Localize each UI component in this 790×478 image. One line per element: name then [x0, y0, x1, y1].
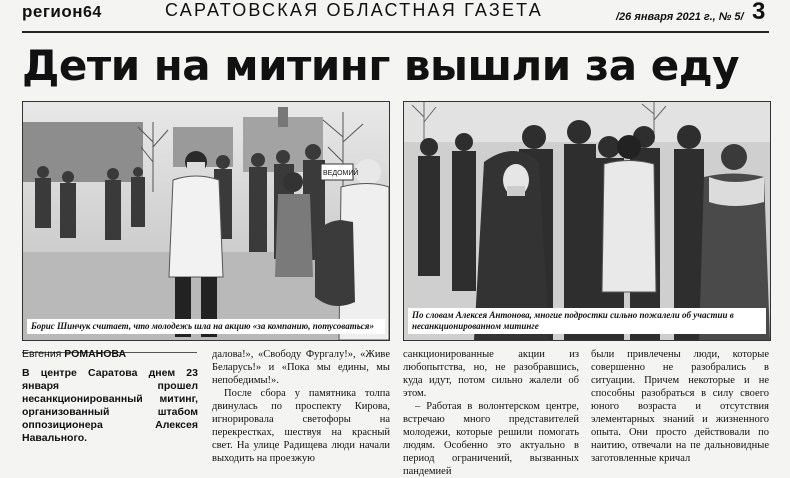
photo-left-image	[23, 102, 389, 340]
photo-right-image	[404, 102, 770, 340]
article-text: санкционированные акции из любопытства, но, не разобравшись, куда идут, потом сильно жалели об этом.	[403, 349, 579, 399]
article-text: – Работая в волонтерском центре, встречаю много представителей молодежи, которые решили помогать людям. Особенно это актуально в период ограничений, вызванных пандемией	[403, 401, 579, 477]
masthead-rule	[22, 31, 769, 33]
article-column-1	[22, 348, 198, 445]
protest-sign-text: ВЕДОМИЙ	[323, 170, 359, 177]
masthead	[0, 0, 790, 34]
article-text: После сбора у памятника толпа двинулась по проспекту Кирова, игнорировала светофоры на перекрестках, шествуя на красный свет. На улице Радищева люди начали выходить на проезжую	[212, 388, 390, 464]
photo-right-caption: По словам Алексея Антонова, многие подростки сильно пожалели об участии в несанкционированном митинге	[408, 308, 766, 334]
article-text: далова!», «Свободу Фургалу!», «Живе Беларусь!» и «Пока мы едины, мы непобедимы!».	[212, 349, 390, 386]
photo-left-caption: Борис Шинчук считает, что молодежь шла на акцию «за компанию, потусоваться»	[27, 319, 385, 334]
page-number: 3	[752, 0, 766, 25]
issue-date: /26 января 2021 г., № 5/	[616, 11, 744, 23]
byline	[22, 348, 198, 361]
brand-logo	[22, 2, 102, 22]
photo-right	[403, 101, 771, 341]
headline: Дети на митинг вышли за еду	[22, 41, 740, 90]
article-column-4	[591, 348, 769, 465]
article-column-2	[212, 348, 390, 465]
article-column-3	[403, 348, 579, 478]
newspaper-name: САРАТОВСКАЯ ОБЛАСТНАЯ ГАЗЕТА	[165, 0, 543, 20]
author-first-name: Евгения	[22, 348, 62, 360]
brand-number: 64	[83, 4, 102, 21]
brand-name: регион	[22, 2, 84, 21]
photo-left	[22, 101, 390, 341]
article-text: были привлечены люди, которые совершенно не разобрались в ситуации. Причем некоторые и не способны разобраться в силу своего юного возраста и отсутствия элементарных знаний и жизненного опыта. Они просто действовали по наитию, отвечали на пе дальновидные заготовленные кричал	[591, 349, 769, 464]
article-lead: В центре Саратова днем 23 января прошел несанкционированный митинг, организованный штабом оппозиционера Алексея Навального.	[22, 367, 198, 444]
author-last-name: РОМАНОВА	[64, 348, 127, 360]
